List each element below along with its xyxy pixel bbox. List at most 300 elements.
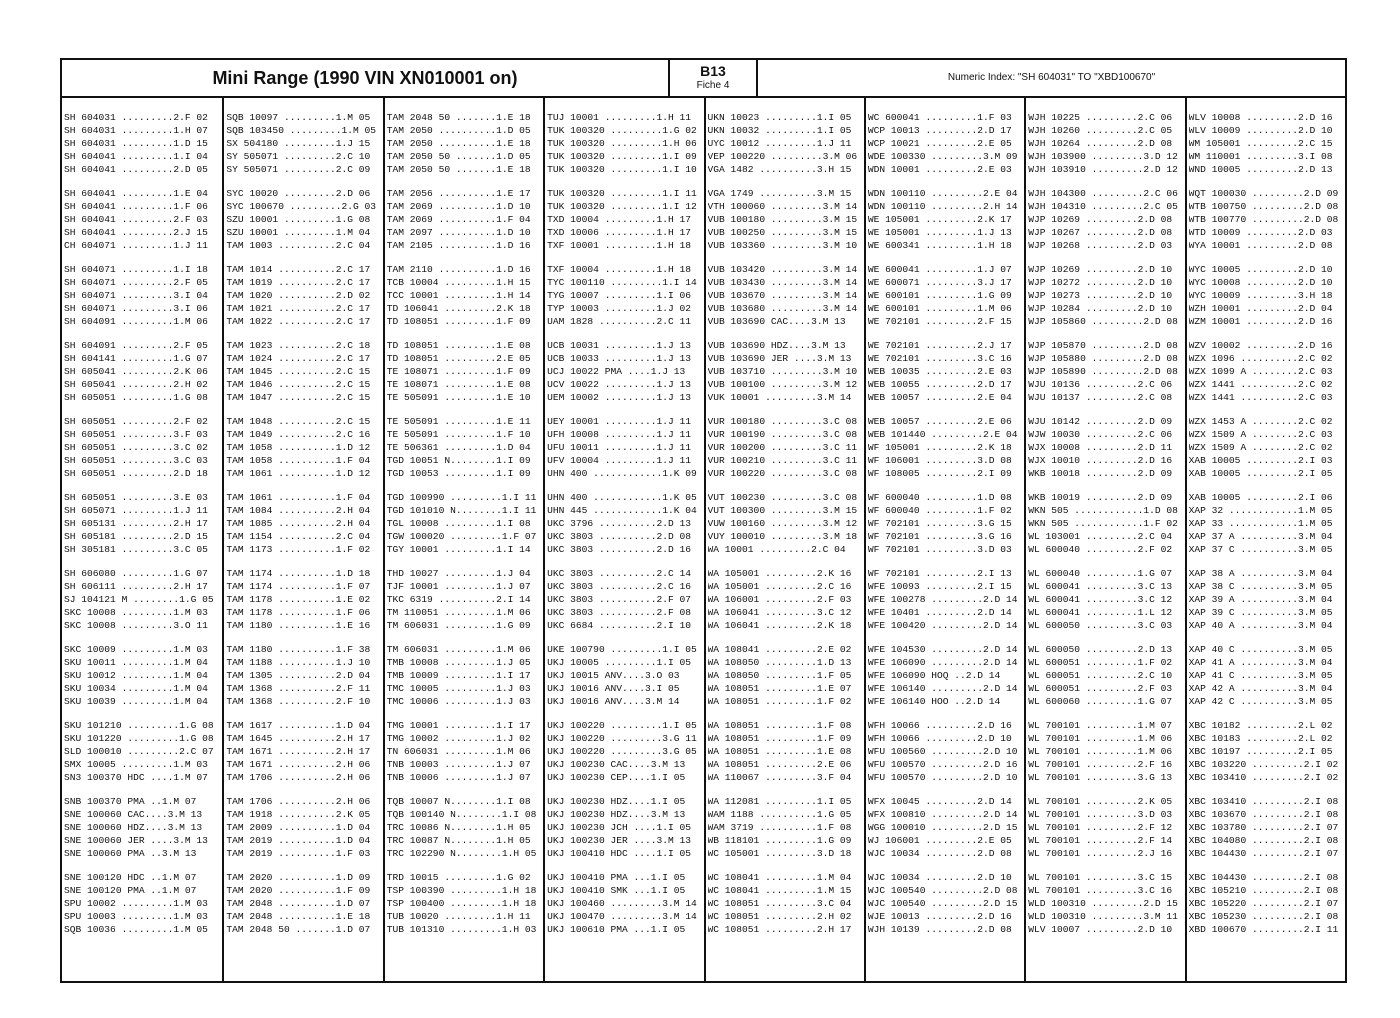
index-entry: TMC 10005 .........1.J 03 — [386, 683, 531, 695]
index-entry: TAM 1058 ..........1.F 04 — [226, 455, 371, 467]
index-entry: TAM 1188 ..........1.J 10 — [226, 657, 371, 669]
index-entry: SH 606111 .........2.H 17 — [64, 581, 208, 593]
index-entry: UKC 3803 ..........2.F 08 — [547, 607, 692, 619]
index-entry: TAM 1019 ..........2.C 17 — [226, 277, 371, 289]
index-entry: SH 604041 .........2.D 05 — [64, 164, 208, 176]
index-entry: XAB 10005 .........2.I 06 — [1188, 492, 1333, 503]
index-entry: WA 108051 .........2.E 06 — [707, 759, 852, 771]
index-entry: XAB 10005 .........2.I 05 — [1188, 468, 1333, 480]
index-entry: WLD 100310 .........3.M 11 — [1028, 911, 1178, 923]
index-entry: SKC 10008 .........1.M 03 — [64, 607, 208, 619]
index-entry: TSP 100390 .........1.H 18 — [386, 885, 537, 897]
index-entry: UKC 3803 ..........2.C 16 — [547, 581, 692, 593]
index-entry: TAM 1058 ..........1.D 12 — [226, 442, 371, 454]
index-entry: WEB 101440 .........2.E 04 — [867, 429, 1018, 441]
index-entry: TD 108051 .........1.F 09 — [386, 316, 531, 328]
fiche-label: Fiche 4 — [696, 80, 730, 91]
index-entry: VUR 100210 .........3.C 11 — [707, 455, 858, 467]
index-entry: SNE 100060 CAC....3.M 13 — [64, 809, 203, 821]
index-entry: WA 108041 .........2.E 02 — [707, 644, 852, 655]
index-entry: UHN 445 ............1.K 04 — [547, 505, 697, 517]
index-entry: WL 700101 .........2.J 16 — [1028, 848, 1173, 860]
index-entry: WFE 10401 .........2.D 14 — [867, 607, 1012, 619]
index-entry: TNB 10003 .........1.J 07 — [386, 759, 531, 771]
index-entry: WE 105001 .........2.K 17 — [867, 214, 1012, 226]
index-entry: TAM 2048 ..........1.D 07 — [226, 898, 371, 910]
index-entry: WL 700101 .........2.F 16 — [1028, 759, 1173, 771]
index-entry: WLV 10009 .........2.D 10 — [1188, 125, 1333, 137]
index-entry: SH 604041 .........2.F 03 — [64, 214, 208, 226]
index-entry: UKJ 100230 HDZ....1.I 05 — [547, 796, 686, 807]
index-entry: TXD 10004 .........1.H 17 — [547, 214, 692, 226]
index-entry: TGD 100990 .........1.I 11 — [386, 492, 537, 503]
index-entry: UKJ 100230 CAC....3.M 13 — [547, 759, 686, 771]
index-entry: WF 702101 .........3.D 03 — [867, 544, 1012, 556]
index-entry: TAM 1024 ..........2.C 17 — [226, 353, 371, 365]
index-entry: WC 108041 .........1.M 15 — [707, 885, 852, 897]
index-entry: WJH 103900 .........3.D 12 — [1028, 151, 1178, 163]
index-entry: WM 105001 .........2.C 15 — [1188, 138, 1333, 150]
index-entry: XAP 41 C ..........3.M 05 — [1188, 670, 1333, 682]
index-entry: SNE 100120 HDC ..1.M 07 — [64, 872, 197, 883]
index-entry: WJU 10142 .........2.D 09 — [1028, 416, 1173, 427]
index-entry: SKU 10034 .........1.M 04 — [64, 683, 208, 695]
index-column — [1185, 98, 1345, 983]
index-entry: TMG 10001 .........1.I 17 — [386, 720, 531, 731]
index-entry: SQB 10097 .........1.M 05 — [226, 112, 371, 123]
index-entry: WFE 106090 .........2.D 14 — [867, 657, 1018, 669]
index-entry: SPU 10002 .........1.M 03 — [64, 898, 208, 910]
index-entry: SH 604071 .........3.I 06 — [64, 303, 208, 315]
index-entry: SN3 100370 HDC ....1.M 07 — [64, 772, 208, 784]
index-entry: SH 605051 .........2.F 02 — [64, 416, 208, 427]
index-entry: SH 605131 .........2.H 17 — [64, 518, 208, 530]
index-entry: WFU 100570 .........2.D 16 — [867, 759, 1018, 771]
index-entry: TUK 100320 .........1.I 10 — [547, 164, 697, 176]
index-entry: WZX 1441 ..........2.C 02 — [1188, 379, 1333, 391]
index-entry: WE 600071 .........3.J 17 — [867, 277, 1012, 289]
index-entry: WA 108051 .........1.E 08 — [707, 746, 852, 758]
index-entry: WJP 105880 .........2.D 08 — [1028, 353, 1178, 365]
index-entry: WF 600040 .........1.D 08 — [867, 492, 1012, 503]
index-entry: UKJ 10015 ANV....3.O 03 — [547, 670, 680, 682]
index-entry: UKE 100790 .........1.I 05 — [547, 644, 697, 655]
index-entry: WL 700101 .........3.G 13 — [1028, 772, 1173, 784]
index-column — [222, 98, 382, 983]
index-entry: WAM 1188 ..........1.G 05 — [707, 809, 852, 821]
index-entry: WL 700101 .........1.M 06 — [1028, 733, 1173, 745]
index-entry: UKC 3803 ..........2.C 14 — [547, 568, 692, 579]
index-entry: WF 108005 .........2.I 09 — [867, 468, 1012, 480]
index-entry: SH 604041 .........1.I 04 — [64, 151, 208, 163]
index-entry: TKC 6319 ..........2.I 14 — [386, 594, 531, 606]
index-entry: XBC 10182 .........2.L 02 — [1188, 720, 1333, 731]
index-entry: TAM 2050 ..........1.D 05 — [386, 125, 531, 137]
index-entry: TAM 1368 ..........2.F 11 — [226, 683, 371, 695]
index-entry: UKC 6684 ..........2.I 10 — [547, 620, 692, 632]
index-entry: TAM 1014 ..........2.C 17 — [226, 264, 371, 275]
index-entry: WZX 1509 A ........2.C 03 — [1188, 429, 1333, 441]
index-entry: WL 600040 .........2.F 02 — [1028, 544, 1173, 556]
index-entry: TQB 10007 N........1.I 08 — [386, 796, 531, 807]
index-entry: SH 604031 .........1.H 07 — [64, 125, 208, 137]
index-entry: VGA 1482 ..........3.H 15 — [707, 164, 852, 176]
index-entry: TAM 1003 ..........2.C 04 — [226, 240, 371, 252]
index-entry: VEP 100220 .........3.M 06 — [707, 151, 858, 163]
index-entry: WE 600101 .........1.M 06 — [867, 303, 1012, 315]
index-entry: THD 10027 .........1.J 04 — [386, 568, 531, 579]
index-entry: WF 702101 .........2.I 13 — [867, 568, 1012, 579]
index-entry: WJU 10136 .........2.C 06 — [1028, 379, 1173, 391]
index-entry: UKN 10032 .........1.I 05 — [707, 125, 852, 137]
index-entry: WAM 3719 ..........1.F 08 — [707, 822, 852, 834]
index-entry: XBD 100670 .........2.I 11 — [1188, 924, 1339, 936]
index-entry: WL 600041 .........3.C 12 — [1028, 594, 1173, 606]
index-entry: XAP 37 A ..........3.M 04 — [1188, 531, 1333, 543]
index-entry: TAM 1305 ..........2.D 04 — [226, 670, 371, 682]
index-column — [62, 98, 222, 983]
index-entry: VUK 10001 .........3.M 14 — [707, 392, 852, 404]
index-entry: SH 605051 .........2.D 18 — [64, 468, 208, 480]
index-entry: UKJ 100220 .........3.G 11 — [547, 733, 697, 745]
index-entry: SQB 10036 .........1.M 05 — [64, 924, 208, 936]
index-column — [1024, 98, 1184, 983]
index-entry: WC 105001 .........3.D 18 — [707, 848, 852, 860]
index-entry: WZX 1099 A ........2.C 03 — [1188, 366, 1333, 378]
index-entry: WFU 100570 .........2.D 10 — [867, 772, 1018, 784]
index-entry: TAM 1045 ..........2.C 15 — [226, 366, 371, 378]
index-entry: UKJ 100230 JER ....3.M 13 — [547, 835, 692, 847]
index-entry: WL 700101 .........3.D 03 — [1028, 809, 1173, 821]
index-entry: VUT 100230 .........3.C 08 — [707, 492, 858, 503]
index-entry: WE 702101 .........2.J 17 — [867, 340, 1012, 351]
index-entry: SNE 100120 PMA ..1.M 07 — [64, 885, 197, 897]
index-entry: WJP 10272 .........2.D 10 — [1028, 277, 1173, 289]
index-entry: TJF 10001 .........1.J 07 — [386, 581, 531, 593]
index-column — [704, 98, 864, 983]
index-entry: XBC 105210 .........2.I 08 — [1188, 885, 1339, 897]
index-entry: TD 108051 .........1.E 08 — [386, 340, 531, 351]
index-entry: WJU 10137 .........2.C 08 — [1028, 392, 1173, 404]
index-entry: SNE 100060 JER ....3.M 13 — [64, 835, 208, 847]
parts-index-sheet — [60, 58, 1347, 983]
index-entry: WND 10005 .........2.D 13 — [1188, 164, 1333, 176]
index-entry: WM 110001 .........3.I 08 — [1188, 151, 1333, 163]
index-entry: WL 700101 .........3.C 16 — [1028, 885, 1173, 897]
index-entry: WJH 103910 .........2.D 12 — [1028, 164, 1178, 176]
index-entry: WFE 100420 .........2.D 14 — [867, 620, 1018, 632]
index-entry: SH 604041 .........2.J 15 — [64, 227, 208, 239]
index-entry: WA 108051 .........1.F 02 — [707, 696, 852, 708]
index-entry: UKJ 100410 SMK ...1.I 05 — [547, 885, 686, 897]
index-entry: VUR 100180 .........3.C 08 — [707, 416, 858, 427]
index-entry: TM 606031 .........1.G 09 — [386, 620, 531, 632]
index-entry: CH 604071 .........1.J 11 — [64, 240, 208, 252]
index-entry: WKN 505 ............1.D 08 — [1028, 505, 1178, 517]
index-entry: WA 108051 .........1.E 07 — [707, 683, 852, 695]
index-entry: TMG 10002 .........1.J 02 — [386, 733, 531, 745]
index-range: Numeric Index: "SH 604031" TO "XBD100670" — [947, 72, 1156, 83]
index-entry: SKC 10008 .........3.O 11 — [64, 620, 208, 632]
index-entry: WA 106041 .........3.C 12 — [707, 607, 852, 619]
index-entry: WC 108051 .........2.H 17 — [707, 924, 852, 936]
index-entry: WA 106041 .........2.K 18 — [707, 620, 852, 632]
index-entry: SZU 10001 .........1.G 08 — [226, 214, 371, 226]
index-entry: UKJ 100470 .........3.M 14 — [547, 911, 697, 923]
index-entry: TM 606031 .........1.M 06 — [386, 644, 531, 655]
index-entry: WJC 100540 .........2.D 08 — [867, 885, 1018, 897]
index-entry: SH 604141 .........1.G 07 — [64, 353, 208, 365]
index-entry: UKJ 10016 ANV....3.I 05 — [547, 683, 680, 695]
index-entry: WJH 104310 .........2.C 05 — [1028, 201, 1178, 213]
index-entry: WJP 10269 .........2.D 08 — [1028, 214, 1173, 226]
index-entry: TD 108051 .........2.E 05 — [386, 353, 531, 365]
index-entry: TAM 1084 ..........2.H 04 — [226, 505, 371, 517]
index-entry: WFH 10066 .........2.D 16 — [867, 720, 1012, 731]
index-entry: XAP 33 ............1.M 05 — [1188, 518, 1333, 530]
fiche-box — [670, 60, 758, 96]
index-entry: SKU 10011 .........1.M 04 — [64, 657, 208, 669]
index-entry: WYC 10009 .........3.H 18 — [1188, 290, 1333, 302]
index-entry: TAM 1645 ..........2.H 17 — [226, 733, 371, 745]
index-entry: WFE 104530 .........2.D 14 — [867, 644, 1018, 655]
index-entry: TAM 1706 ..........2.H 06 — [226, 796, 371, 807]
index-entry: SQB 103450 .........1.M 05 — [226, 125, 377, 137]
index-entry: SKU 101210 .........1.G 08 — [64, 720, 214, 731]
index-entry: TRC 10086 N........1.H 05 — [386, 822, 531, 834]
index-entry: VTH 100060 .........3.M 14 — [707, 201, 858, 213]
index-entry: TAM 2048 50 .......1.D 07 — [226, 924, 371, 936]
index-entry: WFX 10045 .........2.D 14 — [867, 796, 1012, 807]
index-entry: WZM 10001 .........2.D 16 — [1188, 316, 1333, 328]
index-entry: WJ 106001 .........2.E 05 — [867, 835, 1012, 847]
index-entry: WL 700101 .........3.C 15 — [1028, 872, 1173, 883]
index-entry: SYC 10020 .........2.D 06 — [226, 188, 371, 199]
index-entry: TAM 2019 ..........1.F 03 — [226, 848, 371, 860]
index-entry: TAM 1023 ..........2.C 18 — [226, 340, 371, 351]
index-entry: UKJ 100610 PMA ...1.I 05 — [547, 924, 686, 936]
index-entry: TAM 1048 ..........2.C 15 — [226, 416, 371, 427]
index-entry: UKC 3803 ..........2.F 07 — [547, 594, 692, 606]
index-entry: SH 605051 .........3.F 03 — [64, 429, 208, 441]
index-entry: WZX 1509 A ........2.C 02 — [1188, 442, 1333, 454]
index-entry: TAM 2050 ..........1.E 18 — [386, 138, 531, 150]
index-entry: WEB 10057 .........2.E 06 — [867, 416, 1012, 427]
index-entry: UKJ 100410 PMA ...1.I 05 — [547, 872, 686, 883]
index-entry: XAB 10005 .........2.I 03 — [1188, 455, 1333, 467]
index-entry: TAM 1021 ..........2.C 17 — [226, 303, 371, 315]
index-entry: VUW 100160 .........3.M 12 — [707, 518, 858, 530]
index-entry: WL 700101 .........2.K 05 — [1028, 796, 1173, 807]
index-entry: WB 118101 .........1.G 09 — [707, 835, 852, 847]
index-entry: UHN 400 ............1.K 05 — [547, 492, 697, 503]
index-entry: TAM 1174 ..........1.D 18 — [226, 568, 371, 579]
index-entry: VGA 1749 ..........3.M 15 — [707, 188, 852, 199]
index-entry: TUJ 10001 .........1.H 11 — [547, 112, 692, 123]
index-entry: UFH 10008 .........1.J 11 — [547, 429, 692, 441]
index-entry: WTB 100770 .........2.D 08 — [1188, 214, 1339, 226]
index-entry: SKU 101220 .........1.G 08 — [64, 733, 214, 745]
index-entry: UEM 10002 .........1.J 13 — [547, 392, 692, 404]
index-entry: SX 504180 .........1.J 15 — [226, 138, 371, 150]
index-entry: WL 600051 .........2.C 10 — [1028, 670, 1173, 682]
index-entry: SY 505071 .........2.C 10 — [226, 151, 371, 163]
index-entry: WLD 100310 .........2.D 15 — [1028, 898, 1178, 910]
index-entry: TAM 2019 ..........1.D 04 — [226, 835, 371, 847]
index-entry: UKJ 100230 CEP....1.I 05 — [547, 772, 686, 784]
index-entry: XBC 104430 .........2.I 07 — [1188, 848, 1339, 860]
index-entry: WFE 100278 .........2.D 14 — [867, 594, 1018, 606]
index-entry: TAM 2110 ..........1.D 16 — [386, 264, 531, 275]
index-entry: VUB 103420 .........3.M 14 — [707, 264, 858, 275]
index-entry: WFX 100810 .........2.D 14 — [867, 809, 1018, 821]
index-entry: WC 108041 .........1.M 04 — [707, 872, 852, 883]
index-entry: UAM 1828 ..........2.C 11 — [547, 316, 692, 328]
index-entry: TAM 2050 50 .......1.E 18 — [386, 164, 531, 176]
index-entry: XBC 10183 .........2.L 02 — [1188, 733, 1333, 745]
index-entry: WA 108051 .........1.F 09 — [707, 733, 852, 745]
index-entry: VUB 103680 .........3.M 14 — [707, 303, 858, 315]
index-entry: WKB 10019 .........2.D 09 — [1028, 492, 1173, 503]
index-entry: TAM 2048 ..........1.E 18 — [226, 911, 371, 923]
index-entry: TAM 1671 ..........2.H 17 — [226, 746, 371, 758]
index-entry: WEB 10055 .........2.D 17 — [867, 379, 1012, 391]
index-entry: TSP 100400 .........1.H 18 — [386, 898, 537, 910]
index-entry: WJP 105870 .........2.D 08 — [1028, 340, 1178, 351]
index-entry: WEB 10057 .........2.E 04 — [867, 392, 1012, 404]
index-entry: WFE 106140 .........2.D 14 — [867, 683, 1018, 695]
index-entry: WJH 10225 .........2.C 06 — [1028, 112, 1173, 123]
index-entry: WA 106001 .........2.F 03 — [707, 594, 852, 606]
index-entry: WKB 10018 .........2.D 09 — [1028, 468, 1173, 480]
index-entry: TMC 10006 .........1.J 03 — [386, 696, 531, 708]
index-entry: TGD 10053 .........1.I 09 — [386, 468, 531, 480]
index-entry: VUR 100220 .........3.C 08 — [707, 468, 858, 480]
index-entry: TAM 1368 ..........2.F 10 — [226, 696, 371, 708]
index-entry: XAP 40 A ..........3.M 04 — [1188, 620, 1333, 632]
index-entry: XAP 38 C ..........3.M 05 — [1188, 581, 1333, 593]
index-entry: SH 606080 .........1.G 07 — [64, 568, 208, 579]
index-entry: SMX 10005 .........1.M 03 — [64, 759, 208, 771]
index-entry: WFE 106140 HOO ..2.D 14 — [867, 696, 1001, 708]
index-entry: TAM 1180 ..........1.F 38 — [226, 644, 371, 655]
index-entry: SH 604091 .........1.M 06 — [64, 316, 208, 328]
index-columns — [62, 98, 1345, 983]
index-entry: VUR 100200 .........3.C 11 — [707, 442, 858, 454]
index-entry: WC 108051 .........3.C 04 — [707, 898, 852, 910]
index-entry: WGG 100010 .........2.D 15 — [867, 822, 1018, 834]
index-entry: TE 505091 .........1.F 10 — [386, 429, 531, 441]
index-entry: VUY 100010 .........3.M 18 — [707, 531, 858, 543]
index-entry: VUB 103690 JER ....3.M 13 — [707, 353, 852, 365]
index-entry: WF 105001 .........2.K 18 — [867, 442, 1012, 454]
index-entry: TAM 2009 ..........1.D 04 — [226, 822, 371, 834]
index-entry: WL 600051 .........2.F 03 — [1028, 683, 1173, 695]
index-entry: WJE 10013 .........2.D 16 — [867, 911, 1012, 923]
index-entry: SH 605181 .........2.D 15 — [64, 531, 208, 543]
index-entry: TN 606031 .........1.M 06 — [386, 746, 531, 758]
index-entry: UKC 3803 ..........2.D 16 — [547, 544, 692, 556]
index-entry: TRC 102290 N........1.H 05 — [386, 848, 537, 860]
index-entry: TAM 1918 ..........2.K 05 — [226, 809, 371, 821]
index-entry: TCB 10004 .........1.H 15 — [386, 277, 531, 289]
index-entry: WJH 10264 .........2.D 08 — [1028, 138, 1173, 150]
index-entry: TAM 2105 ..........1.D 16 — [386, 240, 531, 252]
index-entry: TAM 2050 50 .......1.D 05 — [386, 151, 531, 163]
index-entry: SY 505071 .........2.C 09 — [226, 164, 371, 176]
index-entry: WL 600041 .........3.C 13 — [1028, 581, 1173, 593]
index-entry: WDN 10001 .........2.E 03 — [867, 164, 1012, 176]
index-entry: WJP 10267 .........2.D 08 — [1028, 227, 1173, 239]
index-entry: TAM 1706 ..........2.H 06 — [226, 772, 371, 784]
index-entry: VUB 103430 .........3.M 14 — [707, 277, 858, 289]
index-entry: SKU 10039 .........1.M 04 — [64, 696, 208, 708]
index-entry: WJP 105890 .........2.D 08 — [1028, 366, 1178, 378]
index-entry: VUB 103710 .........3.M 10 — [707, 366, 858, 378]
index-entry: WE 702101 .........2.F 15 — [867, 316, 1012, 328]
index-entry: TAM 1046 ..........2.C 15 — [226, 379, 371, 391]
index-entry: UCB 10031 .........1.J 13 — [547, 340, 692, 351]
index-entry: XAP 39 C ..........3.M 05 — [1188, 607, 1333, 619]
index-entry: XBC 105230 .........2.I 08 — [1188, 911, 1339, 923]
index-entry: SPU 10003 .........1.M 03 — [64, 911, 208, 923]
index-entry: XBC 104430 .........2.I 08 — [1188, 872, 1339, 883]
index-entry: TXF 10004 .........1.H 18 — [547, 264, 692, 275]
index-entry: TAM 1020 ..........2.D 02 — [226, 290, 371, 302]
index-entry: TAM 2020 ..........1.D 09 — [226, 872, 371, 883]
index-entry: WFE 10093 .........2.I 15 — [867, 581, 1012, 593]
index-entry: SH 604031 .........1.D 15 — [64, 138, 208, 150]
index-entry: TAM 1085 ..........2.H 04 — [226, 518, 371, 530]
index-entry: WZX 1096 ..........2.C 02 — [1188, 353, 1333, 365]
index-entry: VUR 100190 .........3.C 08 — [707, 429, 858, 441]
sheet-header — [62, 60, 1345, 98]
index-entry: TE 505091 .........1.E 11 — [386, 416, 531, 427]
index-entry: SKU 10012 .........1.M 04 — [64, 670, 208, 682]
index-entry: TE 505091 .........1.E 10 — [386, 392, 531, 404]
index-entry: WL 600040 .........1.G 07 — [1028, 568, 1173, 579]
index-entry: TAM 1173 ..........1.F 02 — [226, 544, 371, 556]
index-entry: UHN 400 ............1.K 09 — [547, 468, 697, 480]
index-entry: UEY 10001 .........1.J 11 — [547, 416, 692, 427]
index-entry: WZX 1453 A ........2.C 02 — [1188, 416, 1333, 427]
index-entry: WF 702101 .........3.G 16 — [867, 531, 1012, 543]
index-entry: XBC 103780 .........2.I 07 — [1188, 822, 1339, 834]
index-entry: UCV 10022 .........1.J 13 — [547, 379, 692, 391]
index-entry: SH 605051 .........3.C 03 — [64, 455, 208, 467]
index-entry: WA 110067 .........3.F 04 — [707, 772, 852, 784]
index-entry: UFU 10011 .........1.J 11 — [547, 442, 692, 454]
index-entry: UCJ 10022 PMA ....1.J 13 — [547, 366, 686, 378]
index-entry: WC 600041 .........1.F 03 — [867, 112, 1012, 123]
index-entry: SH 604071 .........3.I 04 — [64, 290, 208, 302]
index-entry: WLV 10007 .........2.D 10 — [1028, 924, 1173, 936]
index-entry: TAM 2069 ..........1.F 04 — [386, 214, 531, 226]
index-entry: TRD 10015 .........1.G 02 — [386, 872, 531, 883]
index-entry: WL 700101 .........1.M 07 — [1028, 720, 1173, 731]
index-entry: WJH 104300 .........2.C 06 — [1028, 188, 1178, 199]
index-entry: WTD 10009 .........2.D 03 — [1188, 227, 1333, 239]
index-entry: UKC 3803 ..........2.D 08 — [547, 531, 692, 543]
index-entry: TXF 10001 .........1.H 18 — [547, 240, 692, 252]
index-entry: WDN 100110 .........2.E 04 — [867, 188, 1018, 199]
index-entry: TAM 1671 ..........2.H 06 — [226, 759, 371, 771]
index-entry: WE 600341 .........1.H 18 — [867, 240, 1012, 252]
index-entry: VUB 100180 .........3.M 15 — [707, 214, 858, 226]
index-entry: XAP 42 A ..........3.M 04 — [1188, 683, 1333, 695]
page-title: Mini Range (1990 VIN XN010001 on) — [62, 60, 670, 96]
index-entry: SLD 100010 .........2.C 07 — [64, 746, 214, 758]
